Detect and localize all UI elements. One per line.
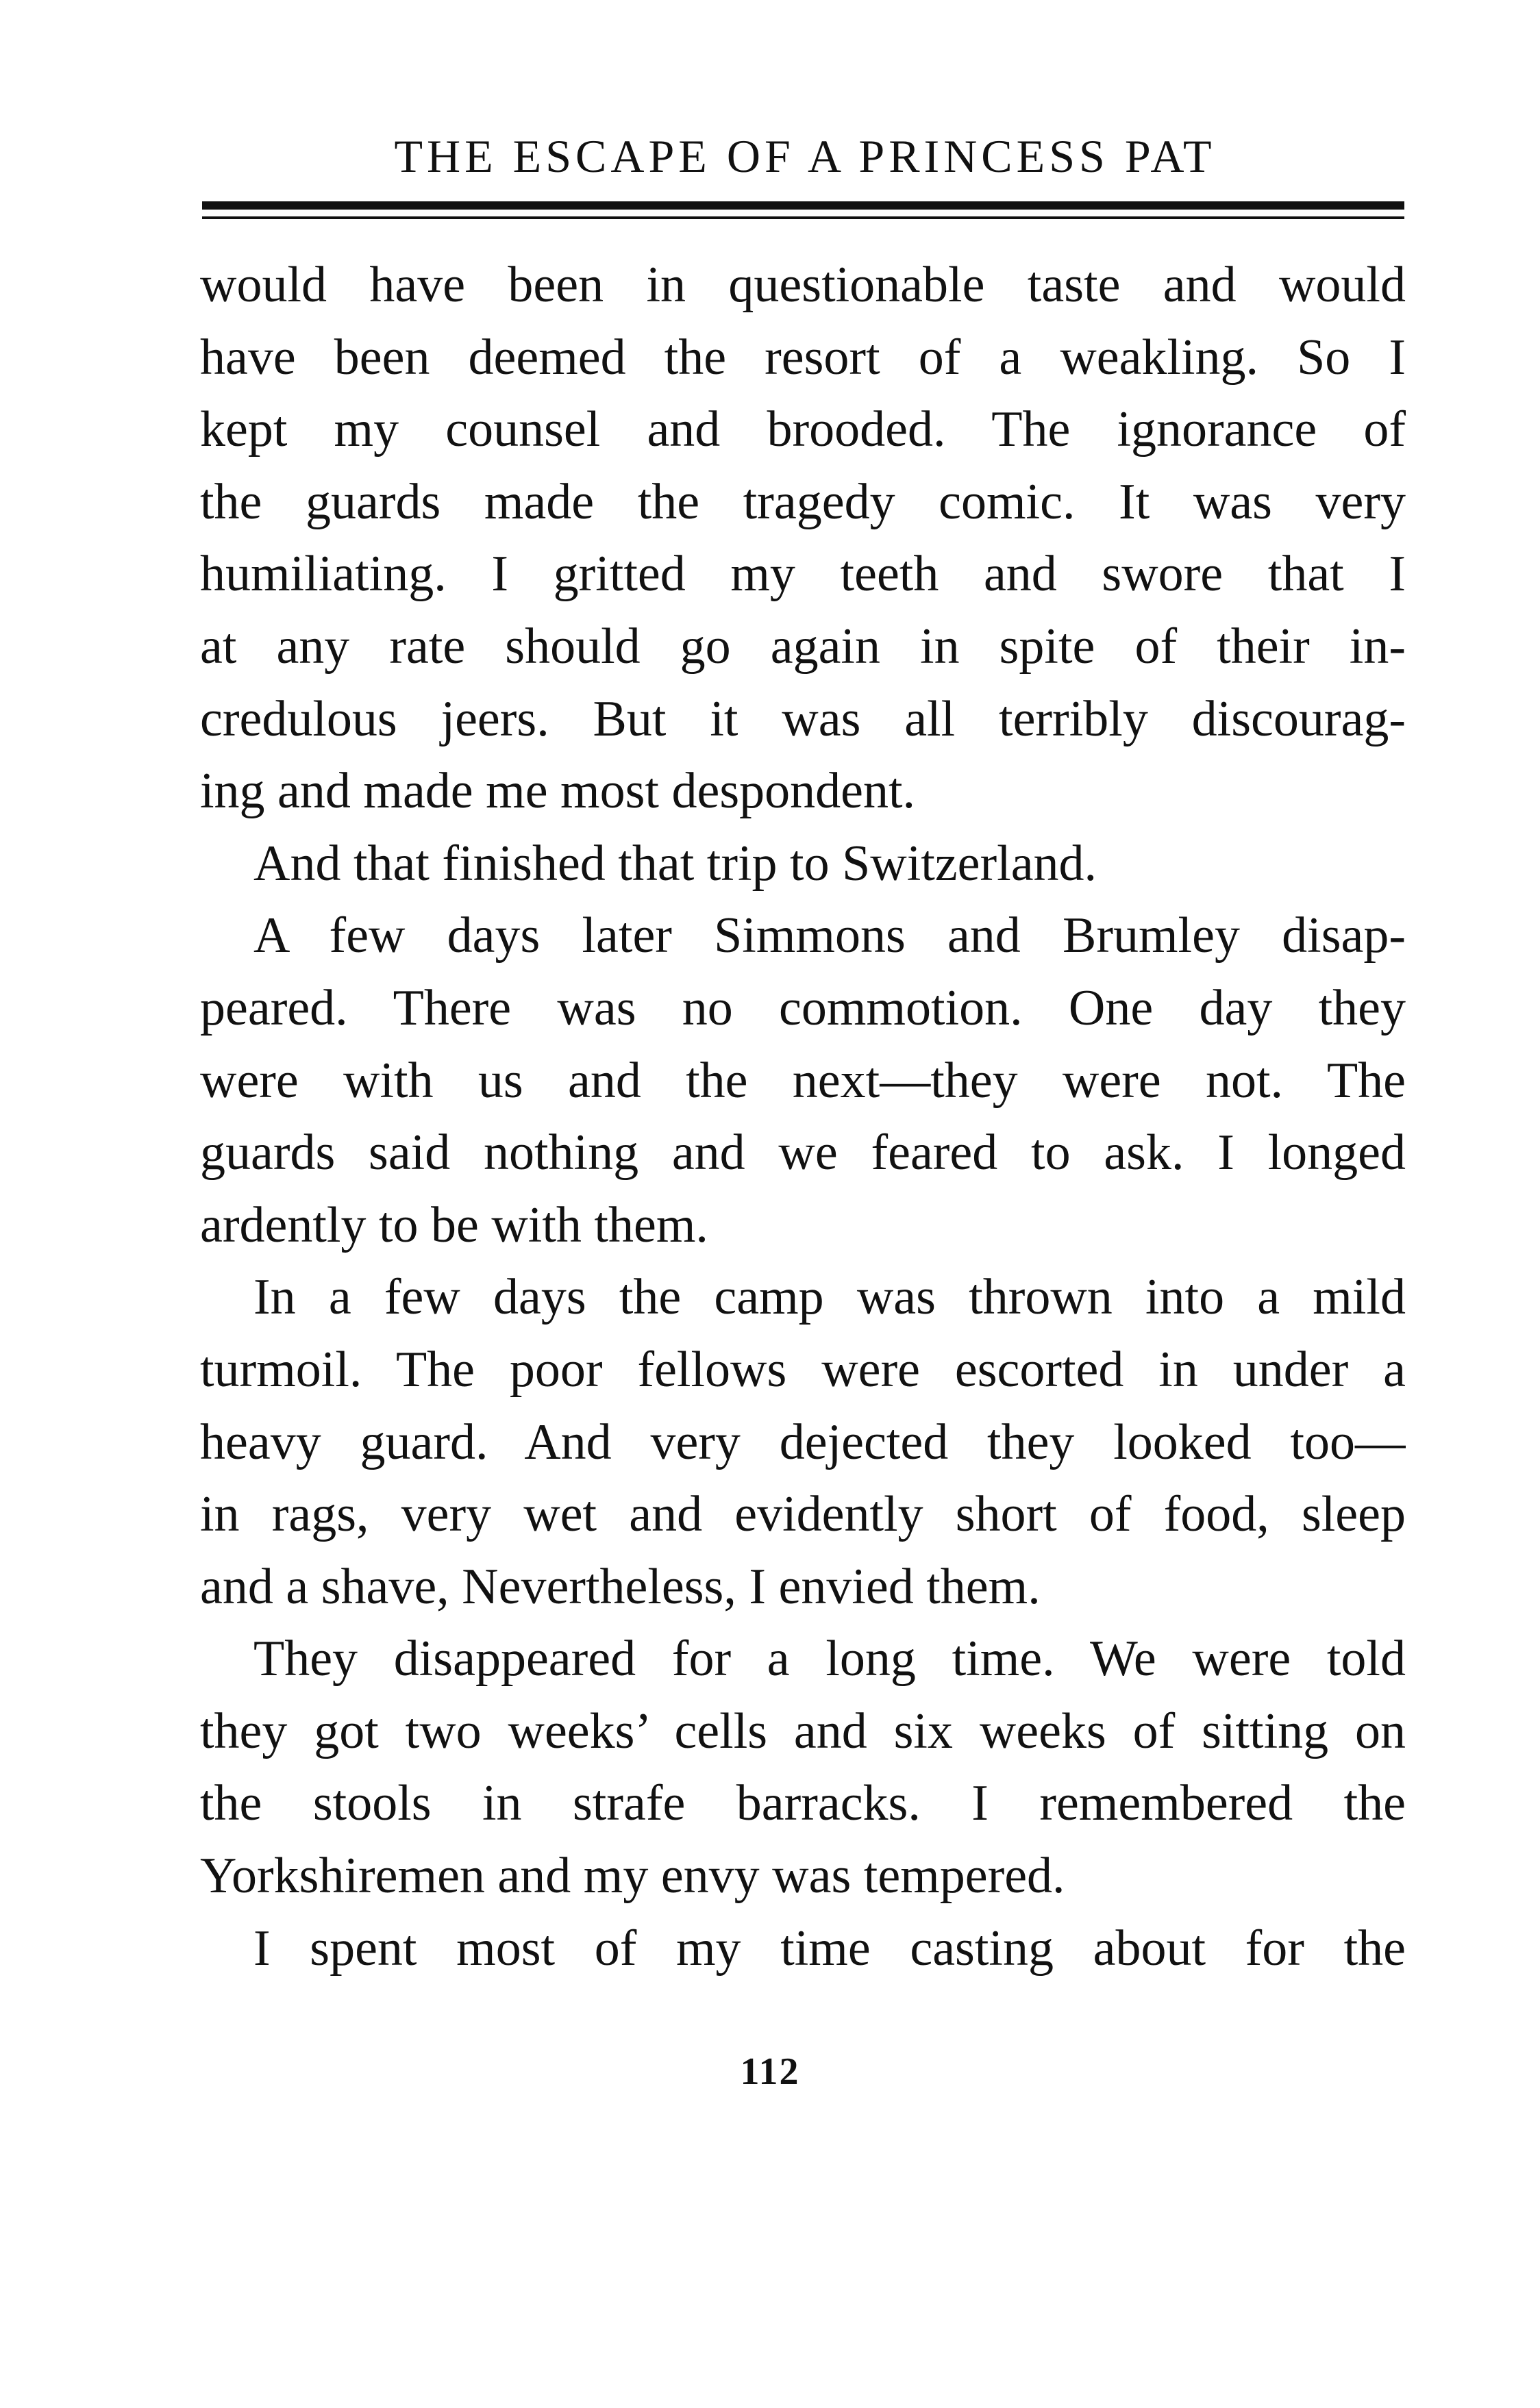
text-line-11: peared. There was no commotion. One day they [200, 979, 1406, 1036]
header-rule-thick [202, 201, 1404, 210]
text-line-14: ardently to be with them. [200, 1196, 708, 1253]
text-line-21: they got two weeks’ cells and six weeks of sitting on [200, 1703, 1406, 1759]
header-rule-thin [202, 216, 1404, 219]
text-line-24: I spent most of my time casting about for the [253, 1920, 1406, 1977]
text-line-23: Yorkshiremen and my envy was tempered. [200, 1848, 1065, 1905]
text-line-5: humiliating. I gritted my teeth and swore that I [200, 546, 1406, 603]
page-number: 112 [740, 2050, 800, 2093]
text-line-12: were with us and the next—they were not. The [200, 1052, 1406, 1109]
text-line-19: and a shave, Nevertheless, I envied them. [200, 1558, 1041, 1615]
text-line-10: A few days later Simmons and Brumley disap- [253, 907, 1406, 964]
running-head: THE ESCAPE OF A PRINCESS PAT [394, 130, 1216, 182]
text-line-4: the guards made the tragedy comic. It was very [200, 473, 1406, 530]
text-line-3: kept my counsel and brooded. The ignorance of [200, 401, 1406, 458]
body-text [200, 249, 1406, 1985]
text-line-13: guards said nothing and we feared to ask. I longed [200, 1125, 1406, 1181]
text-line-1: would have been in questionable taste and would [200, 257, 1406, 313]
text-line-18: in rags, very wet and evidently short of food, sleep [200, 1486, 1406, 1543]
text-line-8: ing and made me most despondent. [200, 763, 916, 820]
text-line-7: credulous jeers. But it was all terribly discourag- [200, 690, 1406, 747]
text-line-16: turmoil. The poor fellows were escorted in under a [200, 1341, 1406, 1398]
text-line-6: at any rate should go again in spite of their in- [200, 618, 1406, 675]
text-line-2: have been deemed the resort of a weakling. So I [200, 329, 1406, 386]
text-line-15: In a few days the camp was thrown into a mild [253, 1269, 1406, 1326]
text-line-20: They disappeared for a long time. We were told [253, 1631, 1406, 1688]
text-line-17: heavy guard. And very dejected they looked too— [200, 1414, 1406, 1470]
text-line-22: the stools in strafe barracks. I remembered the [200, 1775, 1406, 1832]
text-line-9: And that finished that trip to Switzerland. [253, 835, 1097, 892]
